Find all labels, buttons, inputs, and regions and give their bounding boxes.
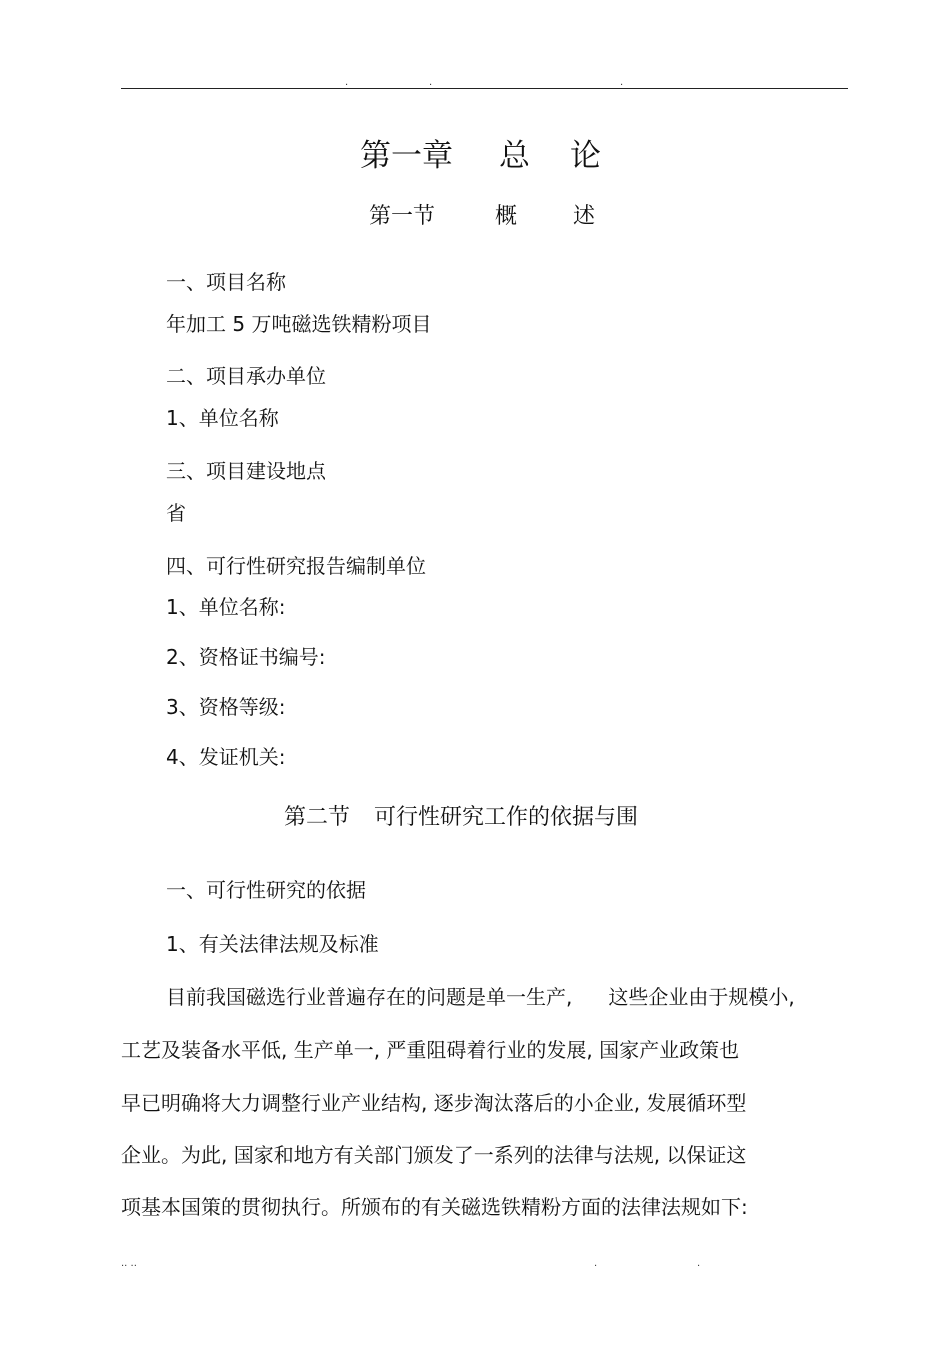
basis-sub-1: 1、有关法律法规及标准: [166, 932, 379, 956]
item-4-sub-3: 3、资格等级:: [166, 695, 286, 719]
item-2-sub-1: 1、单位名称: [166, 406, 279, 430]
paragraph-line-5: 项基本国策的贯彻执行。所颁布的有关磁选铁精粉方面的法律法规如下:: [121, 1195, 748, 1219]
chapter-word-2: 论: [570, 138, 601, 174]
paragraph-line-1b: 这些企业由于规模小,: [608, 985, 795, 1009]
header-dot: .: [345, 77, 349, 88]
chapter-title: [360, 138, 601, 174]
paragraph-line-3: 早已明确将大力调整行业产业结构, 逐步淘汰落后的小企业, 发展循环型: [121, 1091, 747, 1115]
header-dot: .: [429, 77, 433, 88]
item-1-heading: 一、项目名称: [166, 270, 286, 294]
basis-heading: 一、可行性研究的依据: [166, 878, 366, 902]
paragraph-line-4: 企业。为此, 国家和地方有关部门颁发了一系列的法律与法规, 以保证这: [121, 1143, 747, 1167]
paragraph-line-1a: 目前我国磁选行业普遍存在的问题是单一生产,: [166, 985, 573, 1009]
section-1-word-1: 概: [495, 204, 518, 229]
item-2-heading: 二、项目承办单位: [166, 364, 326, 388]
section-2-title: [284, 804, 638, 832]
paragraph-line-2: 工艺及装备水平低, 生产单一, 严重阻碍着行业的发展, 国家产业政策也: [121, 1038, 740, 1062]
section-2-prefix: 第二节: [284, 805, 351, 830]
item-4-sub-4: 4、发证机关:: [166, 745, 286, 769]
paragraph-line-1: [166, 984, 795, 1010]
chapter-word-1: 总: [499, 138, 530, 174]
section-1-title: [369, 203, 595, 231]
item-4-sub-2: 2、资格证书编号:: [166, 645, 326, 669]
section-1-word-2: 述: [573, 204, 596, 229]
section-1-prefix: 第一节: [369, 204, 436, 229]
footer-dot: .: [594, 1258, 598, 1269]
item-4-sub-1: 1、单位名称:: [166, 595, 286, 619]
section-2-heading: 可行性研究工作的依据与围: [374, 805, 639, 830]
chapter-prefix: 第一章: [360, 138, 453, 174]
header-dot: .: [620, 77, 624, 88]
item-3-text: 省: [166, 501, 186, 525]
footer-dots-left: .. ..: [121, 1258, 137, 1269]
footer-dot: .: [697, 1258, 701, 1269]
item-4-heading: 四、可行性研究报告编制单位: [166, 554, 426, 578]
item-1-text: 年加工 5 万吨磁选铁精粉项目: [166, 312, 432, 336]
header-rule: [121, 88, 848, 89]
item-3-heading: 三、项目建设地点: [166, 459, 326, 483]
